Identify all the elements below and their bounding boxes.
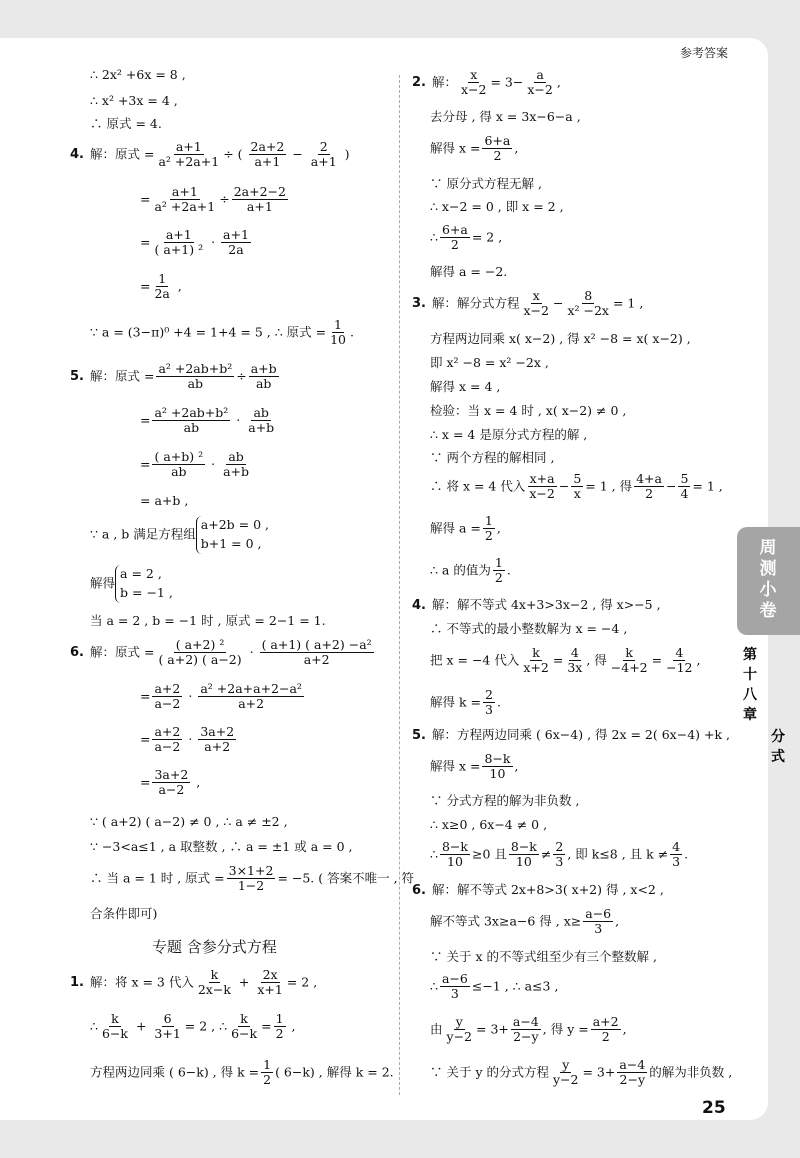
solution-5-system: 解得 a = 2 , b = −1 , [90,565,173,603]
fraction: $\frac{2a+2-2}{a+1}$ [233,184,286,215]
solution-6-step: = $\frac{3a+2}{a-2}$ , [140,767,201,798]
fraction: $\frac{y}{y-2}$ [552,1057,579,1088]
problem-4-step: 把 x = −4 代入 $\frac{k}{x+2}$ = $\frac{4}{3x}$ , 得 $\frac{k}{-4+2}$ = $\frac{4}{-12}$ , [430,645,701,676]
fraction: $\frac{a-4}{2-y}$ [619,1057,646,1088]
fraction: $\frac{1}{2}$ [494,555,503,586]
fraction: $\frac{k}{x+2}$ [523,645,549,676]
problem-6-line: 6. 解：解不等式 2x+8>3( x+2) 得 , x<2 , [412,882,664,898]
problem-4-step: ∴ 不等式的最小整数解为 x = −4 , [430,621,628,636]
solution-6-note: 合条件即可) [90,906,158,921]
problem-3-step: 即 x² −8 = x² −2x , [430,355,549,370]
question-number: 6. [412,883,426,898]
problem-3-step: 解得 x = 4 , [430,379,501,394]
fraction: $\frac{a+1}{\text{( a+1) ²}}$ [154,227,204,258]
problem-5-step: ∵ 分式方程的解为非负数 , [430,793,580,808]
fraction: $\frac{8-k}{10}$ [510,839,537,870]
solution-5-step: = $\frac{\text{( a+b) ²}}{ab}$ · $\frac{ab}{a+b}$ [140,449,250,480]
problem-6-step: ∵ 关于 x 的不等式组至少有三个整数解 , [430,949,657,964]
solution-6-condition: ∵ ( a+2) ( a−2) ≠ 0 , ∴ a ≠ ±2 , [90,814,288,829]
fraction: $\frac{a+2}{2}$ [592,1014,619,1045]
solution-4-step: = $\frac{a+1}{\text{( a+1) ²}}$ · $\frac{a+1}{2a}$ [140,227,249,258]
problem-1-conclusion: 方程两边同乘 ( 6−k) , 得 k = $\frac{1}{2}$ ( 6−k) , 解得 k = 2. [90,1057,394,1088]
fraction: $\frac{a-6}{3}$ [441,971,468,1002]
problem-2-step: 解得 x = $\frac{6+a}{2}$ , [430,133,519,164]
fraction: $\frac{x+a}{x-2}$ [529,471,555,502]
question-number: 4. [412,598,426,613]
question-number: 4. [70,147,84,163]
fraction: $\frac{2}{a+1}$ [310,139,337,170]
problem-3-step: 检验：当 x = 4 时 , x( x−2) ≠ 0 , [430,403,627,418]
question-number: 3. [412,296,426,312]
fraction: $\frac{ab}{a+b}$ [223,449,250,480]
solution-5-line: 5. 解：原式 = $\frac{\text{a² +2ab+b²}}{ab}$ ÷ $\frac{a+b}{ab}$ [70,361,277,392]
problem-5-step: ∴ x≥0 , 6x−4 ≠ 0 , [430,817,548,832]
equation-system-brace: a+2b = 0 , b+1 = 0 , [196,516,269,554]
fraction: $\frac{4}{-12}$ [666,645,693,676]
fraction: $\frac{\text{( a+b) ²}}{ab}$ [154,449,204,480]
fraction: $\frac{1}{2}$ [484,513,493,544]
fraction: $\frac{a-6}{3}$ [585,906,612,937]
problem-5-step: 解得 x = $\frac{8-k}{10}$ , [430,751,519,782]
fraction: $\frac{4+a}{2}$ [636,471,662,502]
solution-brace: a = 2 , b = −1 , [115,565,173,603]
problem-4-line: 4. 解：解不等式 4x+3>3x−2 , 得 x>−5 , [412,597,661,613]
fraction: $\frac{\text{( a+2) ²}}{( a+2) ( a-2)}$ [158,637,242,668]
solution-6-condition: ∵ −3<a≤1 , a 取整数 , ∴ a = ±1 或 a = 0 , [90,839,353,854]
problem-1-line: 1. 解：将 x = 3 代入 $\frac{k}{2x-k}$ + $\frac{2x}{x+1}$ = 2 , [70,967,318,998]
fraction: $\frac{x}{x-2}$ [461,67,487,98]
fraction: $\frac{1}{2}$ [275,1011,284,1042]
fraction: $\frac{3a+2}{a-2}$ [154,767,189,798]
problem-5-conclusion: ∴ $\frac{8-k}{10}$ ≥0 且 $\frac{8-k}{10}$ ≠ $\frac{2}{3}$ , 即 k≤8 , 且 k ≠ $\frac{4}{3}$ . [430,839,689,870]
problem-2-line: 2. 解： $\frac{x}{x-2}$ = 3− $\frac{a}{x-2}$ , [412,67,561,98]
fraction: $\frac{k}{-4+2}$ [610,645,648,676]
fraction: $\frac{1}{2}$ [263,1057,272,1088]
column-divider [399,75,400,1095]
fraction: $\frac{\text{a² +2ab+b²}}{ab}$ [158,361,233,392]
fraction: $\frac{a}{x-2}$ [527,67,553,98]
problem-3-step: 解得 a = $\frac{1}{2}$ , [430,513,501,544]
fraction: $\frac{x}{x-2}$ [523,288,549,319]
eq-line: ∴ x² +3x = 4 , [90,93,178,108]
solution-6-conclusion: ∴ 当 a = 1 时 , 原式 = $\frac{3\times 1+2}{1-2}$ = −5. ( 答案不唯一 , 符 [90,863,415,894]
problem-2-step: ∴ x−2 = 0 , 即 x = 2 , [430,199,564,214]
fraction: $\frac{2}{3}$ [485,687,493,718]
solution-5-step: = a+b , [140,493,189,508]
page-number: 25 [702,1098,726,1118]
problem-3-line: 3. 解：解分式方程 $\frac{x}{x-2}$ − $\frac{8}{\text{x² −2x}}$ = 1 , [412,288,644,319]
solution-5-step: = $\frac{\text{a² +2ab+b²}}{ab}$ · $\frac{ab}{a+b}$ [140,405,275,436]
fraction: $\frac{\text{a² +2a+a+2−a²}}{a+2}$ [200,681,302,712]
solution-6-line: 6. 解：原式 = $\frac{\text{( a+2) ²}}{( a+2) ( a-2)}$ · $\frac{\text{( a+1) ( a+2) −a²}}{a+2}$ [70,637,372,668]
fraction: $\frac{4}{3x}$ [567,645,583,676]
solution-5-system: ∵ a , b 满足方程组 a+2b = 0 , b+1 = 0 , [90,516,269,554]
problem-6-step: 由 $\frac{y}{y-2}$ = 3+ $\frac{a-4}{2-y}$ , 得 y = $\frac{a+2}{2}$ , [430,1014,627,1045]
fraction: $\frac{a+b}{ab}$ [250,361,277,392]
fraction: $\frac{3a+2}{a+2}$ [200,724,235,755]
fraction: $\frac{5}{4}$ [680,471,689,502]
fraction: $\frac{8}{\text{x² −2x}}$ [567,288,609,319]
topic-title: 专题 含参分式方程 [152,938,277,956]
chapter-topic: 分式 [771,729,785,765]
question-number: 5. [412,728,426,743]
fraction: $\frac{4}{3}$ [672,839,681,870]
fraction: $\frac{ab}{a+b}$ [248,405,275,436]
fraction: $\frac{2a+2}{a+1}$ [250,139,285,170]
fraction: $\frac{k}{2x-k}$ [197,967,231,998]
fraction: $\frac{3\times 1+2}{1-2}$ [228,863,274,894]
solution-4-step: = $\frac{1}{2a}$ , [140,271,182,302]
header-section: 参考答案 [679,46,728,60]
fraction: $\frac{6}{3+1}$ [154,1011,181,1042]
fraction: $\frac{a+2}{a-2}$ [154,724,181,755]
problem-4-conclusion: 解得 k = $\frac{2}{3}$ . [430,687,501,718]
fraction: $\frac{2x}{x+1}$ [257,967,283,998]
solution-4-conclusion: ∵ a = (3−π)⁰ +4 = 1+4 = 5 , ∴ 原式 = $\frac{1}{10}$ . [90,317,354,348]
fraction: $\frac{\text{( a+1) ( a+2) −a²}}{a+2}$ [261,637,372,668]
fraction: $\frac{1}{10}$ [330,317,346,348]
fraction: $\frac{\text{a² +2ab+b²}}{ab}$ [154,405,229,436]
fraction: $\frac{6+a}{2}$ [484,133,511,164]
solution-6-step: = $\frac{a+2}{a-2}$ · $\frac{3a+2}{a+2}$ [140,724,235,755]
problem-3-step: ∴ 将 x = 4 代入 $\frac{x+a}{x-2}$ − $\frac{5}{x}$ = 1 , 得 $\frac{4+a}{2}$ − $\frac{5}{4}$ = 1 , [430,471,723,502]
fraction: $\frac{a-4}{2-y}$ [512,1014,539,1045]
fraction: $\frac{6+a}{2}$ [441,222,468,253]
problem-3-step: ∴ x = 4 是原分式方程的解 , [430,427,588,442]
question-number: 2. [412,75,426,91]
solution-4-line: 4. 解：原式 = $\frac{a+1}{\text{a² +2a+1}}$ ÷ ( $\frac{2a+2}{a+1}$ − $\frac{2}{a+1}$ ) [70,139,350,170]
side-tab-label: 周测小卷 [759,538,777,621]
question-number: 5. [70,369,84,385]
problem-2-step: ∴ $\frac{6+a}{2}$ = 2 , [430,222,503,253]
eq-line: ∴ 2x² +6x = 8 , [90,67,186,82]
fraction: $\frac{a+1}{2a}$ [223,227,249,258]
question-number: 6. [70,645,84,661]
problem-2-step: 去分母 , 得 x = 3x−6−a , [430,109,581,124]
problem-6-step: ∴ $\frac{a-6}{3}$ ≤−1 , ∴ a≤3 , [430,971,559,1002]
fraction: $\frac{1}{2a}$ [154,271,170,302]
solution-5-conclusion: 当 a = 2 , b = −1 时 , 原式 = 2−1 = 1. [90,613,326,628]
fraction: $\frac{k}{6-k}$ [101,1011,128,1042]
fraction: $\frac{a+2}{a-2}$ [154,681,181,712]
chapter-name: 第十八章 [743,647,757,723]
fraction: $\frac{2}{3}$ [555,839,564,870]
problem-5-line: 5. 解：方程两边同乘 ( 6x−4) , 得 2x = 2( 6x−4) +k , [412,727,731,743]
fraction: $\frac{8-k}{10}$ [484,751,511,782]
problem-3-conclusion: ∴ a 的值为 $\frac{1}{2}$ . [430,555,511,586]
problem-2-conclusion: 解得 a = −2. [430,264,508,279]
eq-line: ∴ 原式 = 4. [90,116,162,131]
solution-6-step: = $\frac{a+2}{a-2}$ · $\frac{\text{a² +2a+a+2−a²}}{a+2}$ [140,681,302,712]
fraction: $\frac{5}{x}$ [573,471,582,502]
fraction: $\frac{k}{6-k}$ [231,1011,258,1042]
problem-2-step: ∵ 原分式方程无解 , [430,176,542,191]
problem-3-step: 方程两边同乘 x( x−2) , 得 x² −8 = x( x−2) , [430,331,691,346]
problem-6-step: ∵ 关于 y 的分式方程 $\frac{y}{y-2}$ = 3+ $\frac{a-4}{2-y}$ 的解为非负数 , [430,1057,733,1088]
question-number: 1. [70,975,84,991]
solution-4-step: = $\frac{a+1}{\text{a² +2a+1}}$ ÷ $\frac{2a+2-2}{a+1}$ [140,184,286,215]
fraction: $\frac{a+1}{\text{a² +2a+1}}$ [158,139,220,170]
fraction: $\frac{8-k}{10}$ [441,839,468,870]
problem-1-step: ∴ $\frac{k}{6-k}$ + $\frac{6}{3+1}$ = 2 , ∴ $\frac{k}{6-k}$ = $\frac{1}{2}$ , [90,1011,296,1042]
problem-3-step: ∵ 两个方程的解相同 , [430,450,555,465]
problem-6-step: 解不等式 3x≥a−6 得 , x≥ $\frac{a-6}{3}$ , [430,906,620,937]
fraction: $\frac{a+1}{\text{a² +2a+1}}$ [154,184,216,215]
fraction: $\frac{y}{y-2}$ [446,1014,473,1045]
